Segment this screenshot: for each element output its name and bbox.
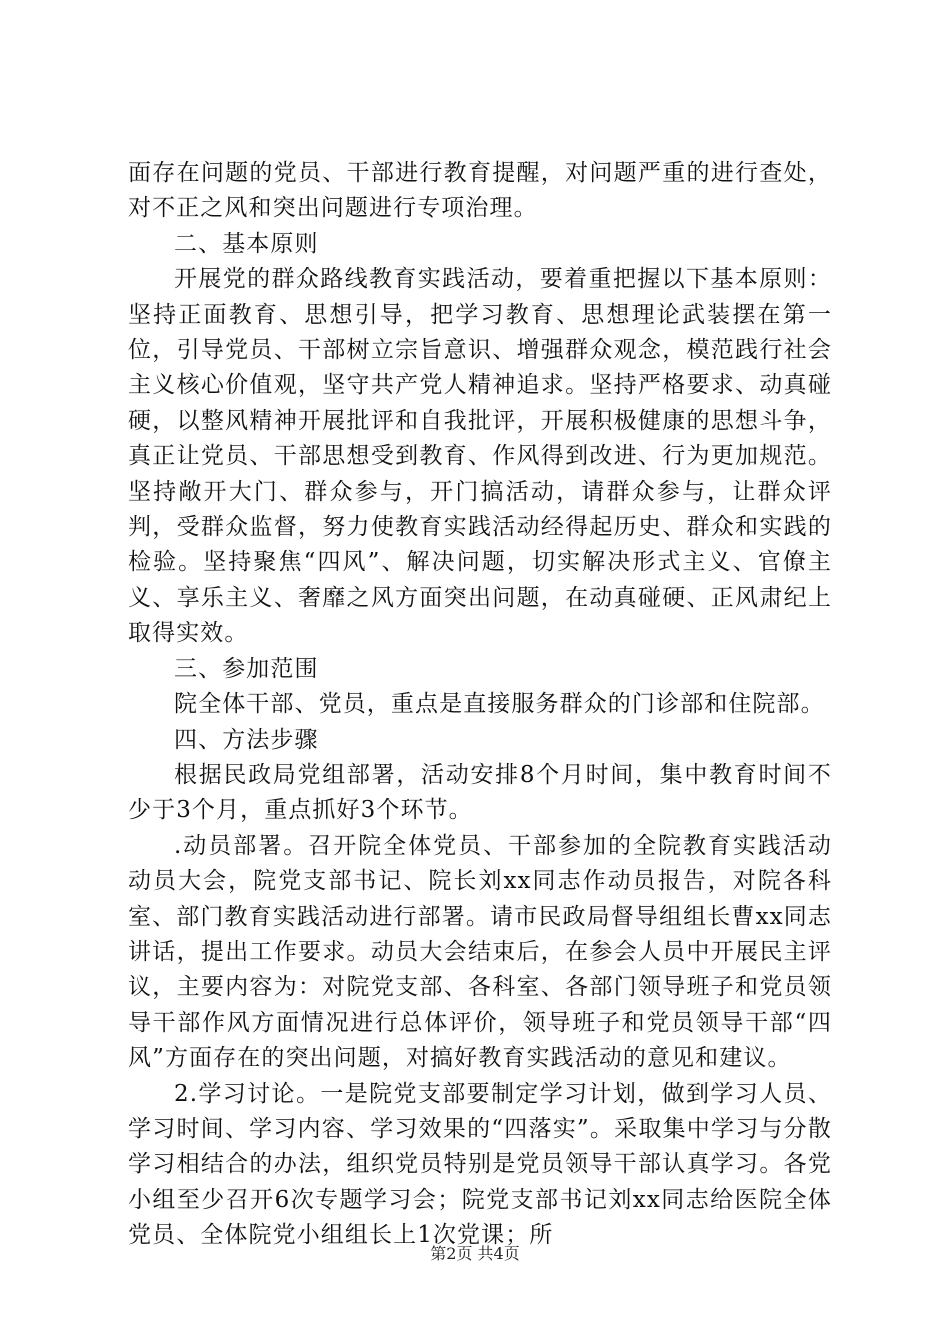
paragraph-mobilization: .动员部署。召开院全体党员、干部参加的全院教育实践活动动员大会，院党支部书记、院长刘xx同志作动员报告，对院各科室、部门教育实践活动进行部署。请市民政局督导组组长曹xx同志讲话，提出工作要求。动员大会结束后，在参会人员中开展民主评议，主要内容为：对院党支部、各科室、各部门领导班子和党员领导干部作风方面情况进行总体评价，领导班子和党员领导干部“四风”方面存在的突出问题，对搞好教育实践活动的意见和建议。 [128, 832, 832, 1072]
section-heading-scope: 三、参加范围 [174, 655, 319, 682]
section-heading-methods: 四、方法步骤 [174, 726, 319, 753]
section-heading-basic-principles: 二、基本原则 [174, 230, 319, 257]
paragraph-methods-intro: 根据民政局党组部署，活动安排8个月时间，集中教育时间不少于3个月，重点抓好3个环节。 [128, 761, 832, 824]
paragraph-basic-principles: 开展党的群众路线教育实践活动，要着重把握以下基本原则：坚持正面教育、思想引导，把学习教育、思想理论武装摆在第一位，引导党员、干部树立宗旨意识、增强群众观念，模范践行社会主义核心价值观，坚守共产党人精神追求。坚持严格要求、动真碰硬，以整风精神开展批评和自我批评，开展积极健康的思想斗争，真正让党员、干部思想受到教育、作风得到改进、行为更加规范。坚持敞开大门、群众参与，开门搞活动，请群众参与，让群众评判，受群众监督，努力使教育实践活动经得起历史、群众和实践的检验。坚持聚焦“四风”、解决问题，切实解决形式主义、官僚主义、享乐主义、奢靡之风方面突出问题，在动真碰硬、正风肃纪上取得实效。 [128, 266, 832, 647]
page-number-footer: 第2页 共4页 [430, 1244, 520, 1263]
document-body [128, 156, 832, 1254]
paragraph-continuation: 面存在问题的党员、干部进行教育提醒，对问题严重的进行查处，对不正之风和突出问题进行专项治理。 [128, 160, 832, 222]
paragraph-study-discussion: 2.学习讨论。一是院党支部要制定学习计划，做到学习人员、学习时间、学习内容、学习效果的“四落实”。采取集中学习与分散学习相结合的办法，组织党员特别是党员领导干部认真学习。各党小组至少召开6次专题学习会；院党支部书记刘xx同志给医院全体党员、全体院党小组组长上1次党课；所 [128, 1080, 832, 1249]
paragraph-scope: 院全体干部、党员，重点是直接服务群众的门诊部和住院部。 [174, 691, 825, 718]
